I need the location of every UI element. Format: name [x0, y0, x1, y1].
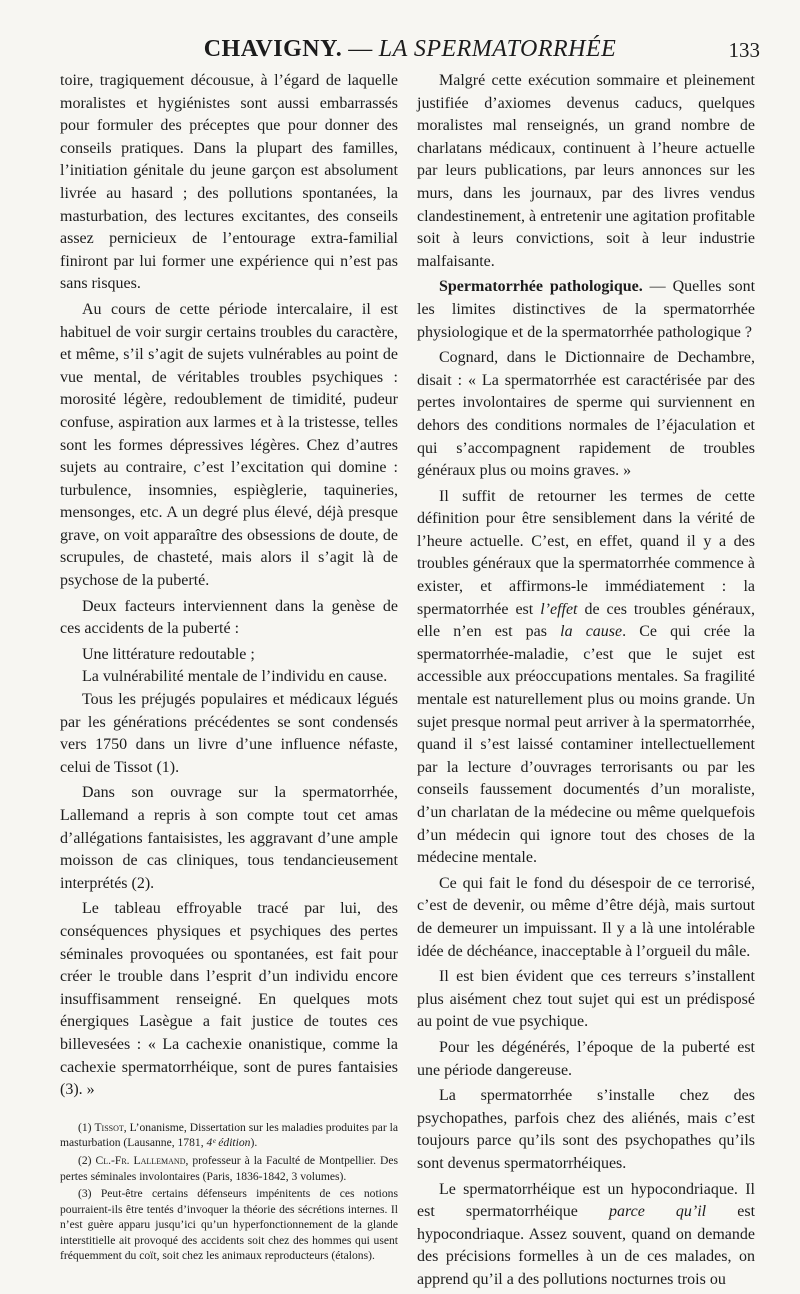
paragraph: Pour les dégénérés, l’époque de la puberté est une période dangereuse. — [417, 1038, 755, 1079]
paragraph: Tous les préjugés populaires et médicaux légués par les générations précédentes se sont condensés vers 1750 dans un livre d’une influence néfaste, celui de Tissot (1). — [60, 691, 398, 776]
footnote-1-text: L’onanisme, Dissertation sur les maladies produites par la masturbation (Lausanne, 1781, — [60, 1120, 398, 1150]
paragraph: Ce qui fait le fond du désespoir de ce terrorisé, c’est de devenir, ou même d’être déjà, mais surtout de demeurer un impuissant. Il y a là une intolérable idée de déchéance, inacceptable à l’orgueil du mâle. — [417, 874, 755, 960]
text-run: est hypocondriaque. Assez souvent, quand on demande des précisions formelles à un de ces malades, on apprend qu’il a des pollutions nocturnes trois ou — [417, 1203, 756, 1288]
section-text: — Quelles sont les limites distinctives de la spermatorrhée physiologique et de la spermatorrhée pathologique ? — [417, 278, 756, 341]
text-run: de ces troubles généraux, elle n’en est pas — [417, 600, 756, 641]
paragraph: toire, tragiquement décousue, à l’égard de laquelle moralistes et hygiénistes sont aussi embarrassés pour formuler des préceptes que pour donner des conseils pratiques. Dans la plupart des familles, l’initiation génitale du jeune garçon est absolument livrée au hasard ; des pollutions spontanées, la masturbation, des lectures excitantes, des conseils assez pernicieux de l’entourage extra-familial finiront par lui former une expérience qui n’est pas sans risques. — [60, 72, 398, 293]
text-run: Il suffit de retourner les termes de cette définition pour être sensiblement dans la vérité de l’heure actuelle. C’est, en effet, quand il y a des troubles généraux que la spermatorrhée commence à exister, et affirmons-le immédiatement : la spermatorrhée est — [417, 487, 755, 618]
paragraph — [417, 1179, 755, 1292]
right-column — [417, 70, 755, 1294]
footnote-1-mark: (1) — [78, 1120, 92, 1134]
emphasis: la cause — [560, 623, 623, 641]
paragraph: Cognard, dans le Dictionnaire de Dechambre, disait : « La spermatorrhée est caractérisée par des pertes involontaires de sperme qui surviennent en dehors des conditions normales de l’éjaculation et qui s’accompagnent rapidement de troubles généraux plus ou moins graves. » — [417, 349, 755, 480]
paragraph: La spermatorrhée s’installe chez des psychopathes, parfois chez des aliénés, mais c’est toujours parce qu’ils sont des psychopathes qu’ils sont devenus spermatorrhéiques. — [417, 1087, 755, 1172]
paragraph: Dans son ouvrage sur la spermatorrhée, Lallemand a repris à son compte tout cet amas d’allégations fantaisistes, les aggravant d’une ample moisson de cas cliniques, tous tendancieusement interprétés (2). — [60, 784, 398, 892]
footnote-1-end: ). — [250, 1136, 258, 1150]
footnote-3-mark: (3) — [78, 1187, 92, 1201]
paragraph: Malgré cette exécution sommaire et pleinement justifiée d’axiomes devenus caducs, quelques moralistes mal renseignés, un grand nombre de charlatans médicaux, continuent à l’heure actuelle par leurs publications, par leurs annonces sur les murs, dans les journaux, par des livres vendus clandestinement, à entretenir une agitation profitable soit à leurs convictions, soit à leur industrie malfaisante. — [417, 72, 755, 270]
left-column — [60, 70, 398, 1266]
emphasis: l’effet — [540, 600, 578, 618]
list-item: Une littérature redoutable ; — [82, 645, 255, 663]
running-title-author: CHAVIGNY. — [203, 36, 343, 62]
footnote-2 — [60, 1153, 398, 1184]
text-run: . Ce qui crée la spermatorrhée-maladie, c’est que le sujet est accessible aux préoccupations mentales. Sa fragilité mentale est naturellement plus ou moins grande. Un sujet presque normal peut arriver à la spermatorrhée, quand il s’est laissé contaminer intellectuellement par la lecture d’ouvrages terrorisants ou par les conseils faussement documentés d’un moraliste, d’un charlatan de la médecine ou même quelquefois d’un médecin qui ignore tout des choses de la médecine mentale. — [417, 623, 756, 867]
footnote-1-author: Tissot, — [94, 1120, 127, 1134]
running-title — [60, 36, 760, 63]
page-header — [60, 28, 760, 68]
paragraph: Le tableau effroyable tracé par lui, des conséquences physiques et psychiques des pertes séminales provoquées ou spontanées, est fait pour créer le trouble dans l’esprit d’un individu encore insuffisamment renseigné. En quelques mots énergiques Lasègue a fait justice de toutes ces billevesées : « La cachexie onanistique, comme la cachexie spermatorrhéique, sont de pures fantaisies (3). » — [60, 900, 398, 1099]
list-item: La vulnérabilité mentale de l’individu en cause. — [82, 668, 388, 686]
paragraph — [417, 486, 755, 870]
page-number: 133 — [728, 38, 760, 62]
paragraph: Il est bien évident que ces terreurs s’installent plus aisément chez tout sujet qui est un prédisposé au point de vue psychique. — [417, 968, 755, 1031]
running-title-subject: LA SPERMATORRHÉE — [378, 36, 617, 62]
paragraph: Au cours de cette période intercalaire, il est habituel de voir surgir certains troubles du caractère, et même, s’il s’agit de sujets vulnérables au point de vue mental, de véritables troubles psychiques : morosité légère, redoublement de timidité, pudeur confuse, aspiration aux larmes et à la tristesse, telles sont les formes dépressives légères. Chez d’autres sujets au contraire, c’est l’excitation qui domine : turbulence, insomnies, espièglerie, taquineries, mensonges, etc. A un degré plus élevé, déjà presque grave, on voit apparaître des obsessions de doute, de scrupules, de chasteté, mais alors il s’agit là de psychose de la puberté. — [60, 300, 398, 590]
footnote-2-mark: (2) — [78, 1153, 92, 1167]
paragraph: Deux facteurs interviennent dans la genèse de ces accidents de la puberté : — [60, 597, 398, 638]
footnote-3-text: Peut-être certains défenseurs impénitents de ces notions pourraient-ils être tentés d’invoquer la théorie des sécrétions internes. Il n’est guère apparu jusqu’ici qu’un hyperfonctionnement de la glande interstitielle ait provoqué des accidents soit chez des hommes qui usent fréquemment du coït, soit chez les animaux reproducteurs (étalons). — [60, 1187, 398, 1263]
section-title: Spermatorrhée pathologique. — [439, 278, 643, 296]
running-title-separator: — — [348, 36, 373, 62]
footnote-2-author: Cl.-Fr. Lallemand, — [95, 1153, 189, 1167]
text-run: Le spermatorrhéique est un hypocondriaque. Il est spermatorrhéique — [417, 1180, 755, 1221]
footnote-2-text: professeur à la Faculté de Montpellier. Des pertes séminales involontaires (Paris, 1836-1842, 3 volumes). — [60, 1153, 398, 1183]
footnotes — [60, 1120, 398, 1264]
footnote-1 — [60, 1120, 398, 1151]
footnote-3 — [60, 1186, 398, 1264]
emphasis: parce qu’il — [608, 1203, 707, 1221]
section-paragraph — [417, 276, 755, 344]
footnote-1-edition: 4ᵉ édition — [206, 1136, 251, 1150]
